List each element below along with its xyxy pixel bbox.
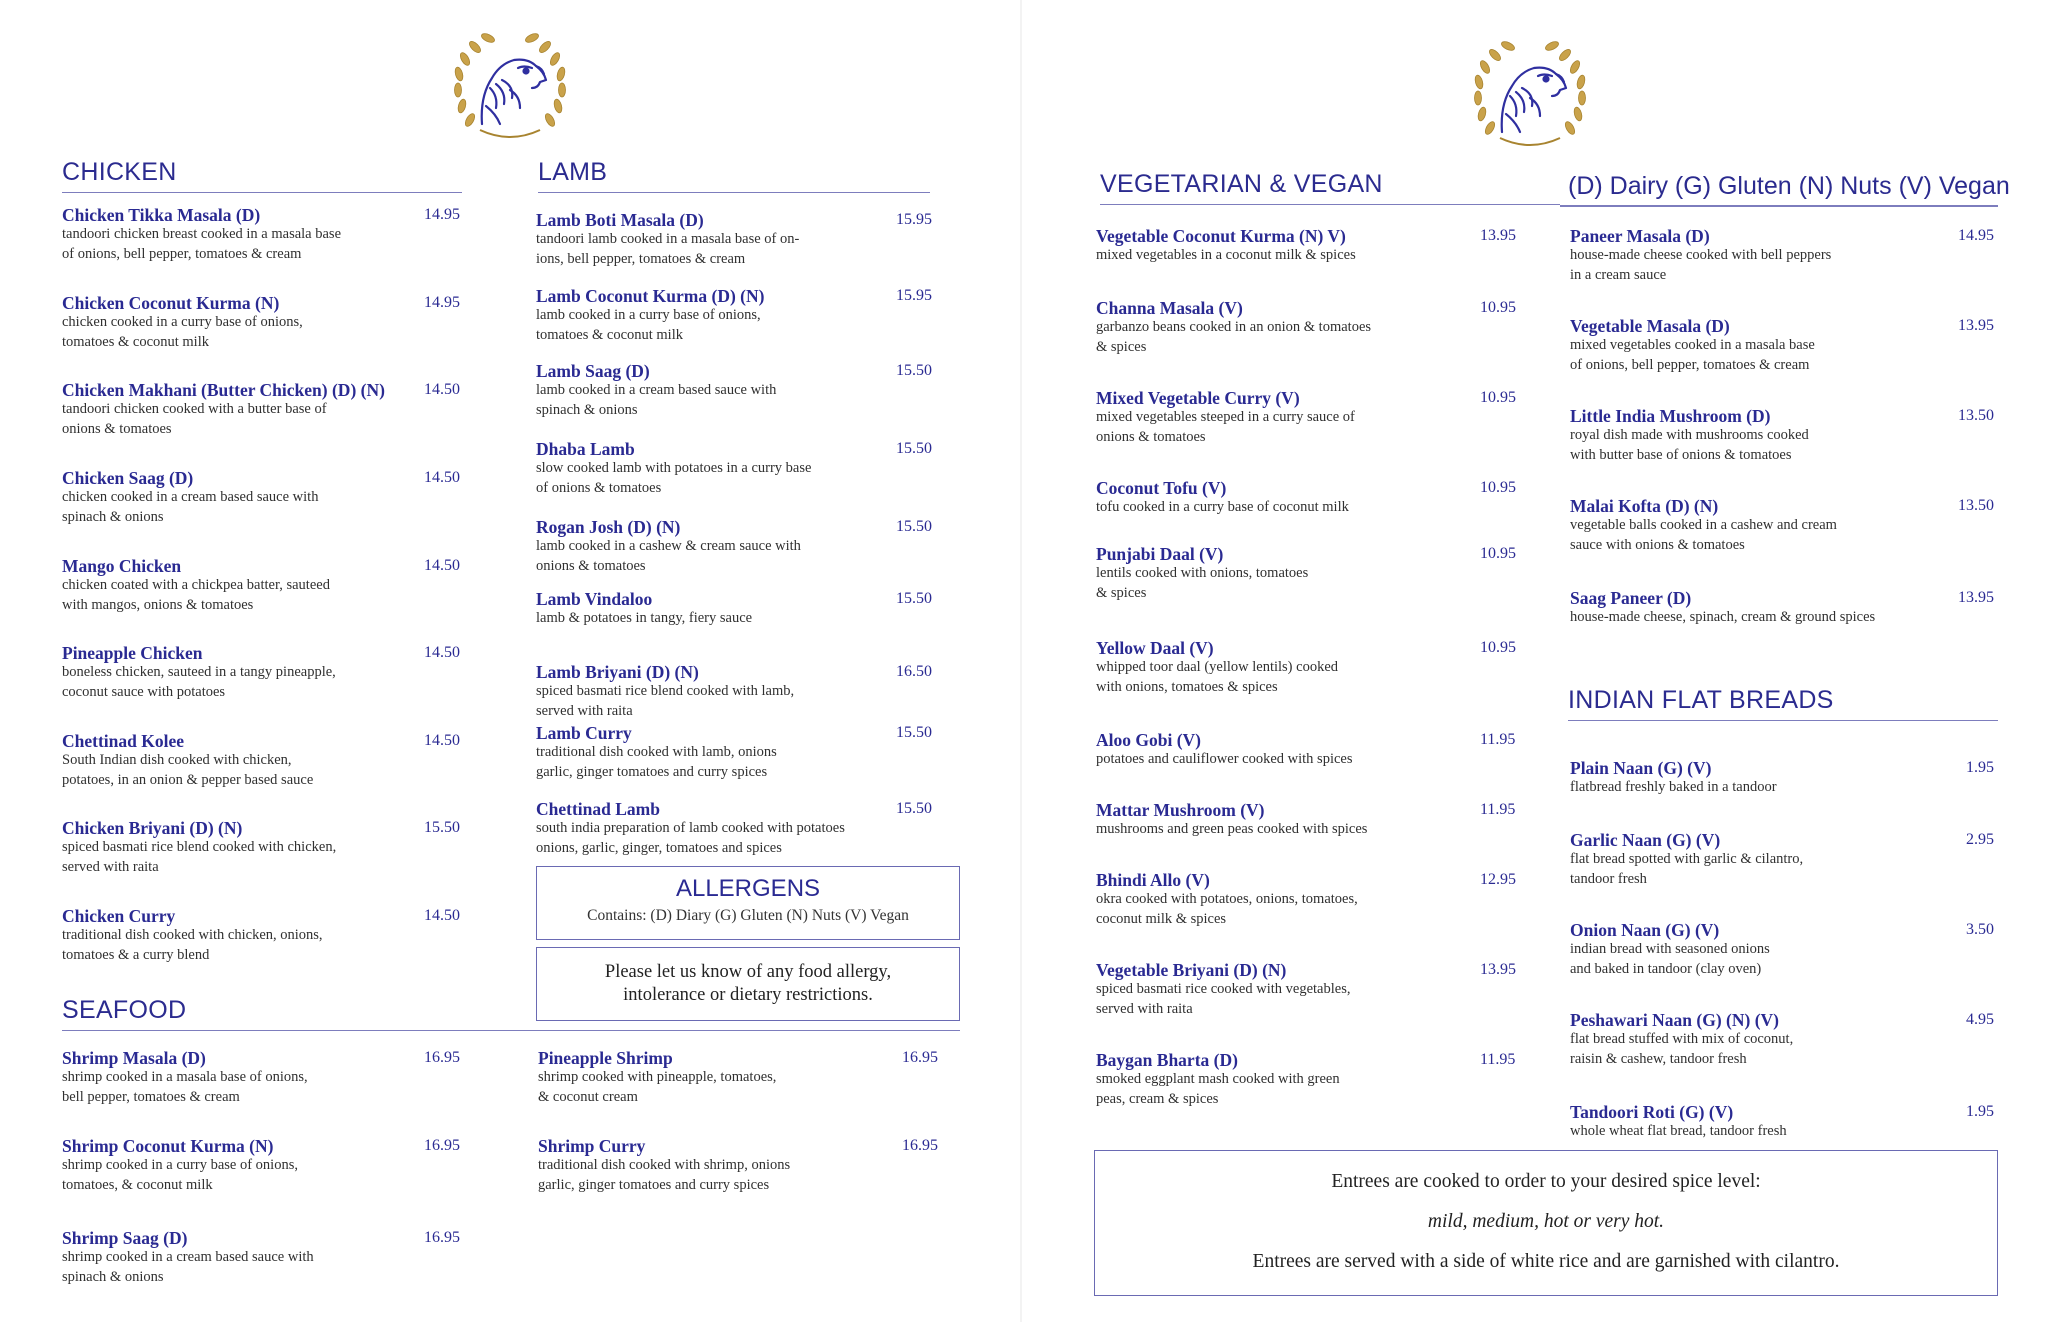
- lamb-section: [538, 158, 930, 193]
- section-title-chicken: CHICKEN: [62, 158, 462, 193]
- menu-item-name: Dhaba Lamb: [536, 439, 635, 459]
- menu-item-name: Chicken Makhani (Butter Chicken) (D) (N): [62, 380, 385, 400]
- menu-item-description: in a cream sauce: [1570, 266, 1667, 283]
- menu-item-description: sauce with onions & tomatoes: [1570, 536, 1745, 553]
- menu-item-name: Yellow Daal (V): [1096, 638, 1214, 658]
- menu-item-description: peas, cream & spices: [1096, 1090, 1219, 1107]
- menu-item-price: 11.95: [1480, 801, 1516, 818]
- menu-item-name: Tandoori Roti (G) (V): [1570, 1102, 1734, 1122]
- menu-item-description: garbanzo beans cooked in an onion & tomatoes: [1096, 319, 1372, 335]
- menu-item-description: okra cooked with potatoes, onions, tomatoes,: [1096, 891, 1358, 907]
- menu-item-name: Shrimp Saag (D): [62, 1228, 188, 1248]
- menu-item-description: traditional dish cooked with shrimp, onions: [538, 1157, 791, 1173]
- menu-item-name: Chettinad Lamb: [536, 799, 660, 819]
- menu-item-price: 15.50: [424, 819, 460, 836]
- menu-item-description: bell pepper, tomatoes & cream: [62, 1088, 240, 1105]
- menu-item-description: whole wheat flat bread, tandoor fresh: [1570, 1123, 1787, 1139]
- menu-item-description: & spices: [1096, 584, 1147, 601]
- menu-item-description: ions, bell pepper, tomatoes & cream: [536, 250, 746, 267]
- menu-item-price: 14.50: [424, 557, 460, 574]
- menu-item-price: 10.95: [1480, 479, 1516, 496]
- menu-item-name: Plain Naan (G) (V): [1570, 758, 1712, 778]
- menu-item-name: Aloo Gobi (V): [1096, 730, 1201, 750]
- section-title-lamb: LAMB: [538, 158, 930, 193]
- menu-item-name: Shrimp Curry: [538, 1136, 646, 1156]
- menu-item-name: Rogan Josh (D) (N): [536, 517, 681, 537]
- allergy-notice-line1: Please let us know of any food allergy,: [604, 962, 892, 982]
- menu-item-saag-paneer: [1570, 588, 1998, 628]
- spice-notice-line2: mild, medium, hot or very hot.: [1427, 1211, 1665, 1232]
- menu-item-description: spiced basmati rice blend cooked with chicken,: [62, 839, 337, 855]
- section-title-breads: INDIAN FLAT BREADS: [1568, 686, 1998, 721]
- menu-item-description: garlic, ginger tomatoes and curry spices: [538, 1176, 770, 1193]
- menu-item-description: with onions, tomatoes & spices: [1096, 678, 1278, 695]
- menu-item-chicken-briyani: [62, 818, 472, 877]
- menu-item-peshawari-naan: [1570, 1010, 1998, 1069]
- menu-item-description: flat bread stuffed with mix of coconut,: [1570, 1031, 1794, 1047]
- menu-item-name: Shrimp Coconut Kurma (N): [62, 1136, 274, 1156]
- menu-item-name: Lamb Curry: [536, 723, 632, 743]
- menu-item-name: Lamb Boti Masala (D): [536, 210, 704, 230]
- menu-item-name: Vegetable Masala (D): [1570, 316, 1730, 336]
- menu-item-description: royal dish made with mushrooms cooked: [1570, 427, 1809, 443]
- menu-item-name: Malai Kofta (D) (N): [1570, 496, 1719, 516]
- menu-item-price: 16.95: [424, 1049, 460, 1066]
- menu-item-name: Chicken Saag (D): [62, 468, 194, 488]
- menu-item-name: Lamb Vindaloo: [536, 589, 653, 609]
- menu-item-price: 14.50: [424, 644, 460, 661]
- menu-item-lamb-curry: [536, 723, 938, 782]
- menu-item-name: Lamb Coconut Kurma (D) (N): [536, 286, 765, 306]
- menu-item-tandoori-roti: [1570, 1102, 1998, 1142]
- menu-item-price: 13.95: [1480, 961, 1516, 978]
- menu-item-description: house-made cheese cooked with bell peppers: [1570, 247, 1832, 263]
- menu-item-price: 10.95: [1480, 299, 1516, 316]
- menu-item-mattar-mushroom: [1096, 800, 1538, 840]
- allergens-title: ALLERGENS: [675, 875, 821, 902]
- menu-item-name: Pineapple Shrimp: [538, 1048, 673, 1068]
- spice-notice-line3: Entrees are served with a side of white rice and are garnished with cilantro.: [1252, 1251, 1840, 1272]
- menu-item-price: 13.95: [1958, 589, 1994, 606]
- allergen-legend: (D) Dairy (G) Gluten (N) Nuts (V) Vegan: [1568, 172, 2010, 200]
- menu-item-price: 13.95: [1958, 317, 1994, 334]
- menu-item-price: 14.95: [1958, 227, 1994, 244]
- menu-item-description: lamb cooked in a curry base of onions,: [536, 307, 761, 323]
- menu-item-description: lamb cooked in a cream based sauce with: [536, 382, 777, 398]
- section-title-vegetarian: VEGETARIAN & VEGAN: [1100, 170, 1560, 205]
- menu-item-description: tandoor fresh: [1570, 870, 1647, 887]
- menu-item-description: onions, garlic, ginger, tomatoes and spices: [536, 839, 782, 856]
- menu-item-description: potatoes and cauliflower cooked with spices: [1096, 751, 1353, 767]
- menu-item-description: garlic, ginger tomatoes and curry spices: [536, 763, 768, 780]
- menu-item-description: shrimp cooked in a curry base of onions,: [62, 1157, 298, 1173]
- menu-item-description: of onions, bell pepper, tomatoes & cream: [1570, 356, 1810, 373]
- menu-item-price: 16.95: [424, 1137, 460, 1154]
- menu-item-description: raisin & cashew, tandoor fresh: [1570, 1050, 1747, 1067]
- menu-item-vegetable-coconut-kurma-v: [1096, 226, 1538, 266]
- menu-item-price: 1.95: [1966, 759, 1994, 776]
- menu-item-pineapple-chicken: [62, 643, 472, 702]
- menu-item-price: 14.50: [424, 732, 460, 749]
- allergens-box: [536, 866, 960, 940]
- menu-item-price: 15.50: [896, 518, 932, 535]
- menu-item-price: 13.50: [1958, 497, 1994, 514]
- menu-item-aloo-gobi: [1096, 730, 1538, 770]
- menu-item-price: 10.95: [1480, 639, 1516, 656]
- menu-item-description: mushrooms and green peas cooked with spices: [1096, 821, 1368, 837]
- menu-item-price: 4.95: [1966, 1011, 1994, 1028]
- menu-item-description: spinach & onions: [62, 508, 164, 525]
- eagle-laurel-logo: [440, 16, 580, 156]
- menu-item-mango-chicken: [62, 556, 472, 615]
- menu-item-description: whipped toor daal (yellow lentils) cooked: [1096, 659, 1339, 675]
- menu-item-price: 16.95: [424, 1229, 460, 1246]
- menu-item-lamb-saag: [536, 361, 938, 420]
- menu-item-garlic-naan: [1570, 830, 1998, 889]
- menu-item-name: Saag Paneer (D): [1570, 588, 1692, 608]
- menu-item-vegetable-masala: [1570, 316, 1998, 375]
- menu-item-name: Peshawari Naan (G) (N) (V): [1570, 1010, 1779, 1030]
- menu-item-description: onions & tomatoes: [62, 420, 172, 437]
- menu-item-price: 16.50: [896, 663, 932, 680]
- legend-rule: [1560, 205, 1998, 207]
- vegetarian-section: [1100, 170, 1560, 205]
- menu-item-price: 15.95: [896, 287, 932, 304]
- menu-item-price: 14.95: [424, 206, 460, 223]
- menu-item-name: Vegetable Briyani (D) (N): [1096, 960, 1287, 980]
- menu-item-name: Bhindi Allo (V): [1096, 870, 1210, 890]
- menu-item-description: & spices: [1096, 338, 1147, 355]
- menu-item-description: spiced basmati rice blend cooked with lamb,: [536, 683, 795, 699]
- menu-item-description: lentils cooked with onions, tomatoes: [1096, 565, 1309, 581]
- menu-item-price: 13.95: [1480, 227, 1516, 244]
- menu-item-description: chicken cooked in a cream based sauce with: [62, 489, 319, 505]
- seafood-section: [62, 996, 960, 1031]
- menu-item-name: Channa Masala (V): [1096, 298, 1243, 318]
- spice-level-notice: [1094, 1150, 1998, 1296]
- menu-item-channa-masala: [1096, 298, 1538, 357]
- menu-item-name: Shrimp Masala (D): [62, 1048, 206, 1068]
- menu-item-price: 11.95: [1480, 731, 1516, 748]
- menu-item-description: shrimp cooked with pineapple, tomatoes,: [538, 1069, 777, 1085]
- menu-item-description: coconut milk & spices: [1096, 910, 1227, 927]
- menu-item-description: tomatoes & coconut milk: [62, 333, 209, 350]
- menu-item-mixed-vegetable-curry: [1096, 388, 1538, 447]
- spice-notice-line1: Entrees are cooked to order to your desired spice level:: [1331, 1171, 1761, 1192]
- menu-item-price: 16.95: [902, 1137, 938, 1154]
- menu-item-description: tandoori lamb cooked in a masala base of on-: [536, 231, 800, 247]
- menu-item-price: 13.50: [1958, 407, 1994, 424]
- menu-item-name: Chicken Tikka Masala (D): [62, 205, 261, 225]
- menu-item-lamb-briyani: [536, 662, 938, 721]
- menu-item-price: 15.50: [896, 362, 932, 379]
- menu-item-description: served with raita: [62, 858, 159, 875]
- menu-item-shrimp-curry: [538, 1136, 940, 1195]
- eagle-laurel-logo: [1460, 24, 1600, 164]
- menu-item-name: Chicken Briyani (D) (N): [62, 818, 243, 838]
- menu-item-chicken-tikka-masala: [62, 205, 472, 264]
- menu-item-description: shrimp cooked in a cream based sauce with: [62, 1249, 314, 1265]
- menu-item-description: and baked in tandoor (clay oven): [1570, 960, 1762, 977]
- menu-item-description: lamb & potatoes in tangy, fiery sauce: [536, 610, 753, 626]
- menu-item-chicken-coconut-kurma: [62, 293, 472, 352]
- menu-item-description: with mangos, onions & tomatoes: [62, 596, 254, 613]
- menu-item-chicken-saag: [62, 468, 472, 527]
- menu-item-name: Mattar Mushroom (V): [1096, 800, 1265, 820]
- menu-item-description: spinach & onions: [536, 401, 638, 418]
- menu-item-price: 12.95: [1480, 871, 1516, 888]
- menu-item-price: 15.50: [896, 440, 932, 457]
- menu-item-name: Paneer Masala (D): [1570, 226, 1710, 246]
- menu-item-onion-naan: [1570, 920, 1998, 979]
- menu-item-description: of onions, bell pepper, tomatoes & cream: [62, 245, 302, 262]
- allergens-text: Contains: (D) Diary (G) Gluten (N) Nuts (V) Vegan: [587, 907, 909, 924]
- menu-item-description: slow cooked lamb with potatoes in a curry base: [536, 460, 812, 476]
- menu-item-yellow-daal: [1096, 638, 1538, 697]
- menu-item-dhaba-lamb: [536, 439, 938, 498]
- menu-item-description: lamb cooked in a cashew & cream sauce with: [536, 538, 801, 554]
- menu-item-shrimp-coconut-kurma: [62, 1136, 472, 1195]
- page-fold: [1020, 0, 1022, 1322]
- menu-item-paneer-masala: [1570, 226, 1998, 285]
- menu-item-chettinad-kolee: [62, 731, 472, 790]
- menu-item-name: Coconut Tofu (V): [1096, 478, 1227, 498]
- menu-item-description: chicken cooked in a curry base of onions,: [62, 314, 303, 330]
- menu-item-description: served with raita: [536, 702, 633, 719]
- menu-page-left: [0, 0, 1020, 1322]
- menu-item-price: 11.95: [1480, 1051, 1516, 1068]
- menu-item-description: tomatoes & coconut milk: [536, 326, 683, 343]
- menu-item-description: onions & tomatoes: [1096, 428, 1206, 445]
- menu-item-baygan-bharta: [1096, 1050, 1538, 1109]
- menu-item-description: mixed vegetables in a coconut milk & spices: [1096, 247, 1356, 263]
- menu-item-price: 14.50: [424, 469, 460, 486]
- menu-item-description: traditional dish cooked with lamb, onions: [536, 744, 777, 760]
- menu-item-lamb-vindaloo: [536, 589, 938, 629]
- menu-item-description: tandoori chicken cooked with a butter base of: [62, 401, 327, 417]
- menu-item-description: flat bread spotted with garlic & cilantro,: [1570, 851, 1804, 867]
- menu-item-description: spiced basmati rice cooked with vegetables,: [1096, 981, 1351, 997]
- menu-item-name: Punjabi Daal (V): [1096, 544, 1224, 564]
- menu-item-chettinad-lamb: [536, 799, 938, 858]
- menu-item-name: Chicken Coconut Kurma (N): [62, 293, 280, 313]
- menu-item-pineapple-shrimp: [538, 1048, 940, 1107]
- menu-item-description: south india preparation of lamb cooked with potatoes: [536, 820, 845, 836]
- menu-item-name: Lamb Saag (D): [536, 361, 650, 381]
- menu-item-description: tomatoes, & coconut milk: [62, 1176, 213, 1193]
- menu-item-punjabi-daal: [1096, 544, 1538, 603]
- menu-item-name: Onion Naan (G) (V): [1570, 920, 1720, 940]
- menu-item-name: Pineapple Chicken: [62, 643, 203, 663]
- menu-item-price: 10.95: [1480, 389, 1516, 406]
- menu-item-price: 3.50: [1966, 921, 1994, 938]
- menu-item-name: Mixed Vegetable Curry (V): [1096, 388, 1300, 408]
- menu-item-vegetable-briyani: [1096, 960, 1538, 1019]
- menu-item-little-india-mushroom: [1570, 406, 1998, 465]
- menu-item-description: South Indian dish cooked with chicken,: [62, 752, 292, 768]
- menu-page-right: [1024, 0, 2048, 1322]
- menu-item-description: mixed vegetables steeped in a curry sauce of: [1096, 409, 1355, 425]
- menu-item-price: 14.50: [424, 907, 460, 924]
- menu-item-description: house-made cheese, spinach, cream & ground spices: [1570, 609, 1876, 625]
- menu-item-lamb-boti-masala: [536, 210, 938, 269]
- menu-item-malai-kofta: [1570, 496, 1998, 555]
- menu-item-description: smoked eggplant mash cooked with green: [1096, 1071, 1340, 1087]
- menu-item-shrimp-masala: [62, 1048, 472, 1107]
- menu-item-description: traditional dish cooked with chicken, onions,: [62, 927, 323, 943]
- menu-item-price: 14.50: [424, 381, 460, 398]
- menu-item-description: onions & tomatoes: [536, 557, 646, 574]
- breads-section: [1568, 686, 1998, 721]
- chicken-section: [62, 158, 462, 193]
- menu-item-description: tomatoes & a curry blend: [62, 946, 210, 963]
- menu-item-description: coconut sauce with potatoes: [62, 683, 226, 700]
- menu-item-price: 15.50: [896, 800, 932, 817]
- menu-item-description: with butter base of onions & tomatoes: [1570, 446, 1792, 463]
- menu-item-price: 15.95: [896, 211, 932, 228]
- menu-item-price: 14.95: [424, 294, 460, 311]
- menu-item-price: 1.95: [1966, 1103, 1994, 1120]
- menu-item-price: 15.50: [896, 724, 932, 741]
- menu-item-coconut-tofu: [1096, 478, 1538, 518]
- menu-item-description: chicken coated with a chickpea batter, sauteed: [62, 577, 330, 593]
- menu-item-plain-naan: [1570, 758, 1998, 798]
- menu-item-name: Lamb Briyani (D) (N): [536, 662, 699, 682]
- menu-item-lamb-coconut-kurma: [536, 286, 938, 345]
- menu-item-name: Mango Chicken: [62, 556, 182, 576]
- menu-item-description: spinach & onions: [62, 1268, 164, 1285]
- menu-item-description: flatbread freshly baked in a tandoor: [1570, 779, 1777, 795]
- menu-item-shrimp-saag: [62, 1228, 472, 1287]
- menu-item-chicken-makhani: [62, 380, 472, 439]
- menu-item-name: Little India Mushroom (D): [1570, 406, 1771, 426]
- menu-item-name: Garlic Naan (G) (V): [1570, 830, 1721, 850]
- menu-item-name: Vegetable Coconut Kurma (N) V): [1096, 226, 1346, 246]
- menu-item-description: tofu cooked in a curry base of coconut milk: [1096, 499, 1349, 515]
- menu-item-bhindi-allo: [1096, 870, 1538, 929]
- allergy-notice-line2: intolerance or dietary restrictions.: [623, 985, 873, 1005]
- menu-item-price: 10.95: [1480, 545, 1516, 562]
- menu-item-rogan-josh: [536, 517, 938, 576]
- menu-item-description: of onions & tomatoes: [536, 479, 662, 496]
- menu-item-description: & coconut cream: [538, 1088, 638, 1105]
- menu-item-price: 15.50: [896, 590, 932, 607]
- menu-item-description: vegetable balls cooked in a cashew and cream: [1570, 517, 1837, 533]
- menu-item-name: Baygan Bharta (D): [1096, 1050, 1238, 1070]
- menu-item-chicken-curry: [62, 906, 472, 965]
- menu-item-description: served with raita: [1096, 1000, 1193, 1017]
- menu-item-price: 2.95: [1966, 831, 1994, 848]
- menu-item-description: tandoori chicken breast cooked in a masala base: [62, 226, 342, 242]
- menu-item-name: Chettinad Kolee: [62, 731, 185, 751]
- menu-item-description: indian bread with seasoned onions: [1570, 941, 1770, 957]
- menu-item-description: mixed vegetables cooked in a masala base: [1570, 337, 1815, 353]
- menu-item-description: potatoes, in an onion & pepper based sauce: [62, 771, 314, 788]
- menu-item-name: Chicken Curry: [62, 906, 176, 926]
- menu-item-price: 16.95: [902, 1049, 938, 1066]
- menu-item-description: boneless chicken, sauteed in a tangy pineapple,: [62, 664, 336, 680]
- menu-item-description: shrimp cooked in a masala base of onions,: [62, 1069, 308, 1085]
- section-title-seafood: SEAFOOD: [62, 996, 960, 1031]
